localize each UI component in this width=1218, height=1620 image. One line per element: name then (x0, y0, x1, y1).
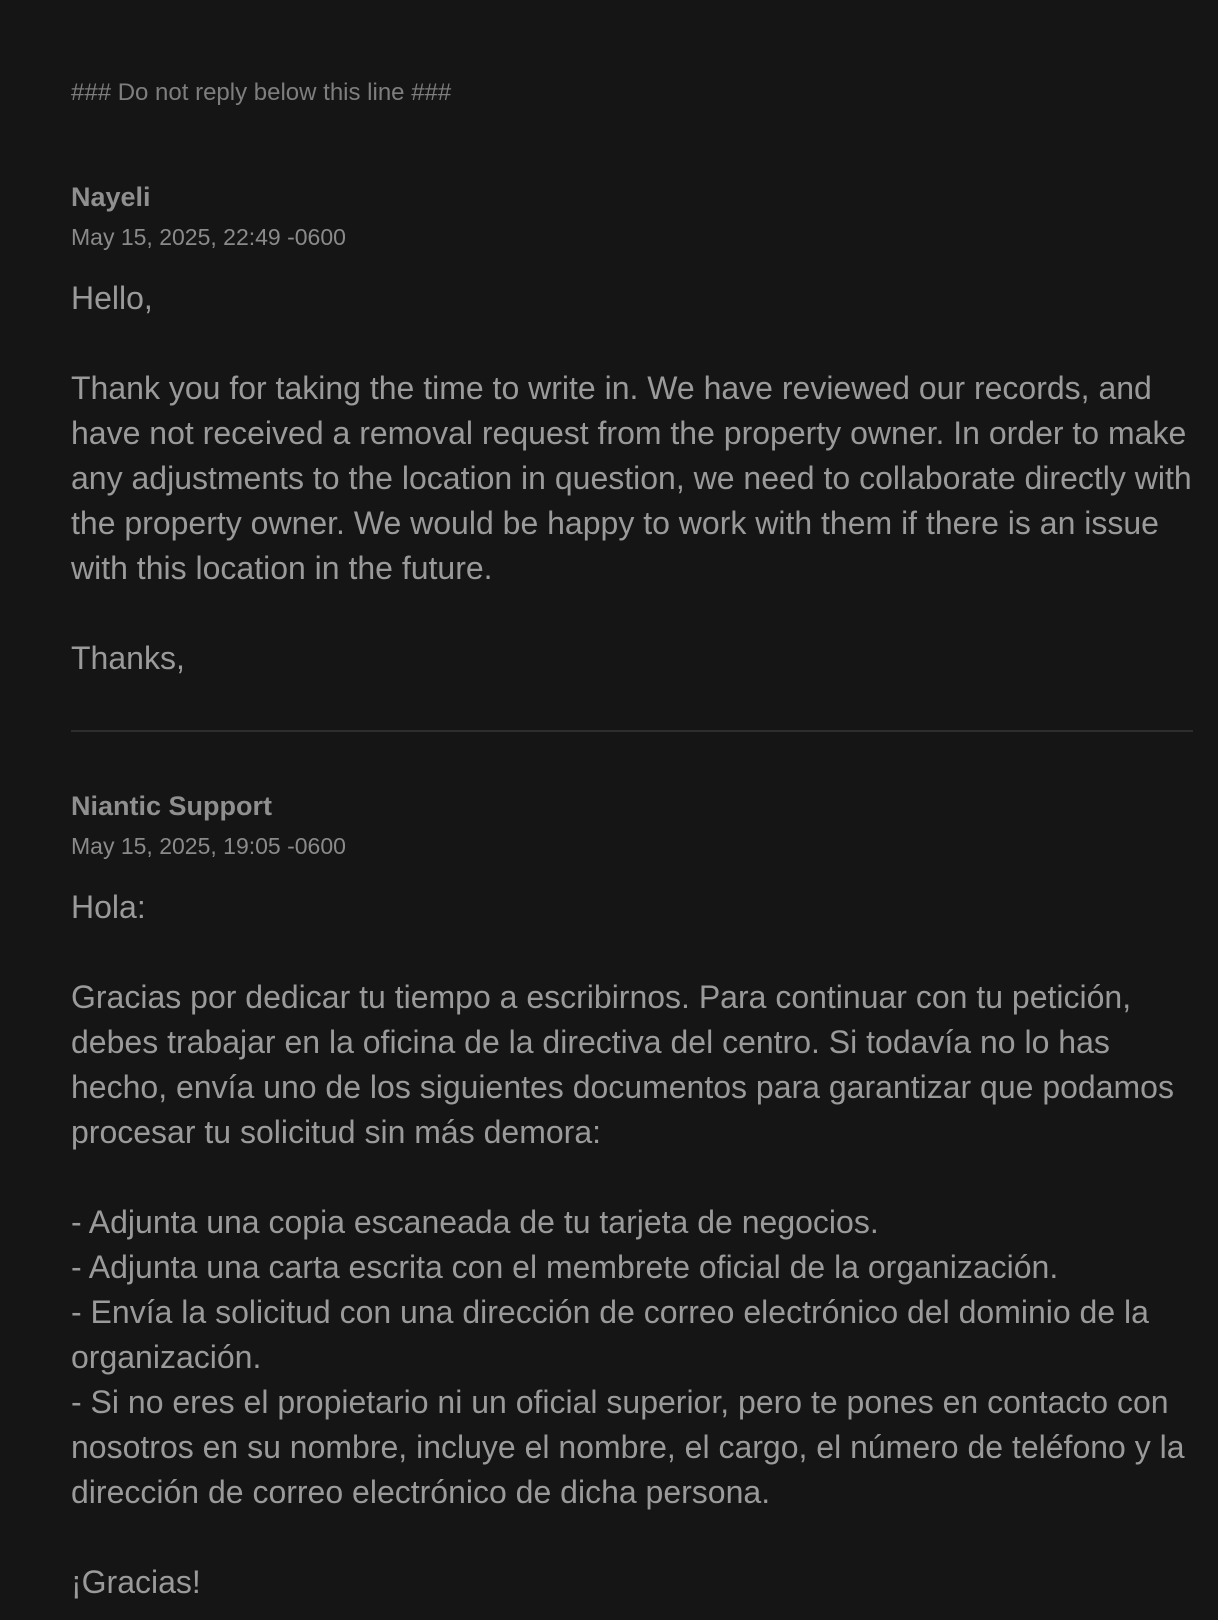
message-author: Nayeli (71, 182, 151, 212)
message-timestamp: May 15, 2025, 22:49 -0600 (71, 224, 346, 250)
message-body (71, 885, 1193, 1605)
list-item: - Adjunta una copia escaneada de tu tarjeta de negocios. (71, 1204, 879, 1240)
message-timestamp: May 15, 2025, 19:05 -0600 (71, 833, 346, 859)
reply-separator-note: ### Do not reply below this line ### (71, 79, 452, 106)
message-paragraph: Gracias por dedicar tu tiempo a escribirnos. Para continuar con tu petición, debes trabajar en la oficina de la directiva del centro. Si todavía no lo has hecho, envía uno de los siguientes documentos para garantizar que podamos procesar tu solicitud sin más demora: (71, 979, 1174, 1150)
message-niantic-support (71, 789, 1193, 1620)
message-nayeli (71, 180, 1193, 726)
message-body (71, 276, 1193, 681)
message-closing: ¡Gracias! (71, 1564, 201, 1600)
list-item: - Si no eres el propietario ni un oficial superior, pero te pones en contacto con nosotros en su nombre, incluye el nombre, el cargo, el número de teléfono y la dirección de correo electrónico de dicha persona. (71, 1384, 1185, 1510)
message-paragraph: Thank you for taking the time to write in. We have reviewed our records, and have not received a removal request from the property owner. In order to make any adjustments to the location in question, we need to collaborate directly with the property owner. We would be happy to work with them if there is an issue with this location in the future. (71, 370, 1192, 586)
message-greeting: Hola: (71, 889, 146, 925)
message-divider (71, 730, 1193, 732)
message-author: Niantic Support (71, 791, 272, 821)
list-item: - Envía la solicitud con una dirección de correo electrónico del dominio de la organización. (71, 1294, 1149, 1375)
message-greeting: Hello, (71, 280, 153, 316)
list-item: - Adjunta una carta escrita con el membrete oficial de la organización. (71, 1249, 1059, 1285)
message-closing: Thanks, (71, 640, 185, 676)
